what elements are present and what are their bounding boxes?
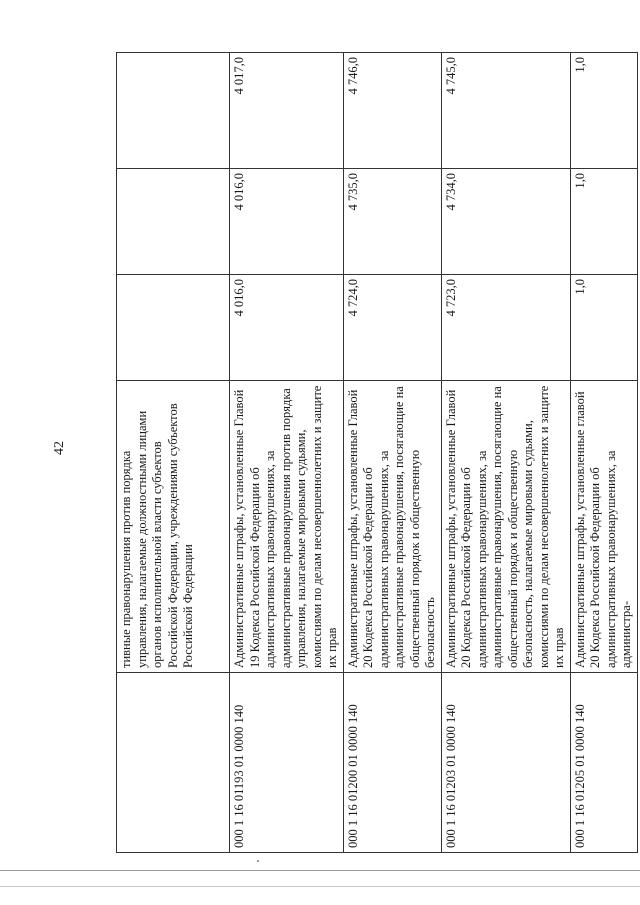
table-row bbox=[570, 53, 637, 853]
amount-year2-cell: 4 734,0 bbox=[441, 169, 570, 275]
amount-year1-cell: 4 016,0 bbox=[230, 275, 344, 381]
table-row bbox=[441, 53, 570, 853]
revenue-name-cell: Административные штрафы, установленные Главой 20 Кодекса Российской Федерации об административных правонарушениях, за административные правонарушения, посягающие на общественный порядок и общественную безопасность, налагаемые мировыми судьями, комиссиями по делам несовершеннолетних и защите их прав bbox=[441, 381, 570, 673]
amount-year2-cell: 4 016,0 bbox=[230, 169, 344, 275]
amount-year1-cell: 4 724,0 bbox=[343, 275, 441, 381]
table-row bbox=[117, 53, 230, 853]
revenue-code-cell: 000 1 16 01200 01 0000 140 bbox=[343, 673, 441, 853]
table-row bbox=[343, 53, 441, 853]
amount-year3-cell: 4 745,0 bbox=[441, 53, 570, 169]
revenue-code-cell: 000 1 16 01205 01 0000 140 bbox=[570, 673, 637, 853]
amount-year1-cell bbox=[117, 275, 230, 381]
revenue-code-cell: 000 1 16 01203 01 0000 140 bbox=[441, 673, 570, 853]
scan-edge-line bbox=[0, 870, 640, 871]
amount-year2-cell: 1,0 bbox=[570, 169, 637, 275]
amount-year3-cell bbox=[117, 53, 230, 169]
budget-revenue-table bbox=[116, 52, 638, 853]
rotated-table-container bbox=[116, 53, 633, 853]
amount-year1-cell: 4 723,0 bbox=[441, 275, 570, 381]
page-number: 42 bbox=[52, 441, 67, 455]
scan-speck bbox=[257, 860, 259, 862]
amount-year3-cell: 1,0 bbox=[570, 53, 637, 169]
amount-year2-cell: 4 735,0 bbox=[343, 169, 441, 275]
revenue-name-cell: Административные штрафы, установленные главой 20 Кодекса Российской Федерации об административных правонарушениях, за администра- bbox=[570, 381, 637, 673]
revenue-name-cell: Административные штрафы, установленные Главой 20 Кодекса Российской Федерации об административных правонарушениях, за административные правонарушения, посягающие на общественный порядок и общественную безопасность bbox=[343, 381, 441, 673]
amount-year3-cell: 4 017,0 bbox=[230, 53, 344, 169]
revenue-name-cell: Административные штрафы, установленные Главой 19 Кодекса Российской Федерации об административных правонарушениях, за административные правонарушения против порядка управления, налагаемые мировыми судьями, комиссиями по делам несовершеннолетних и защите их прав bbox=[230, 381, 344, 673]
revenue-name-cell: тивные правонарушения против порядка управления, налагаемые должностными лицами органов исполнительной власти субъектов Российской Федерации, учреждениями субъектов Российской Федерации bbox=[117, 381, 230, 673]
amount-year2-cell bbox=[117, 169, 230, 275]
revenue-code-cell: 000 1 16 01193 01 0000 140 bbox=[230, 673, 344, 853]
amount-year1-cell: 1,0 bbox=[570, 275, 637, 381]
revenue-code-cell bbox=[117, 673, 230, 853]
table-row bbox=[230, 53, 344, 853]
scan-edge-line bbox=[0, 886, 640, 887]
amount-year3-cell: 4 746,0 bbox=[343, 53, 441, 169]
